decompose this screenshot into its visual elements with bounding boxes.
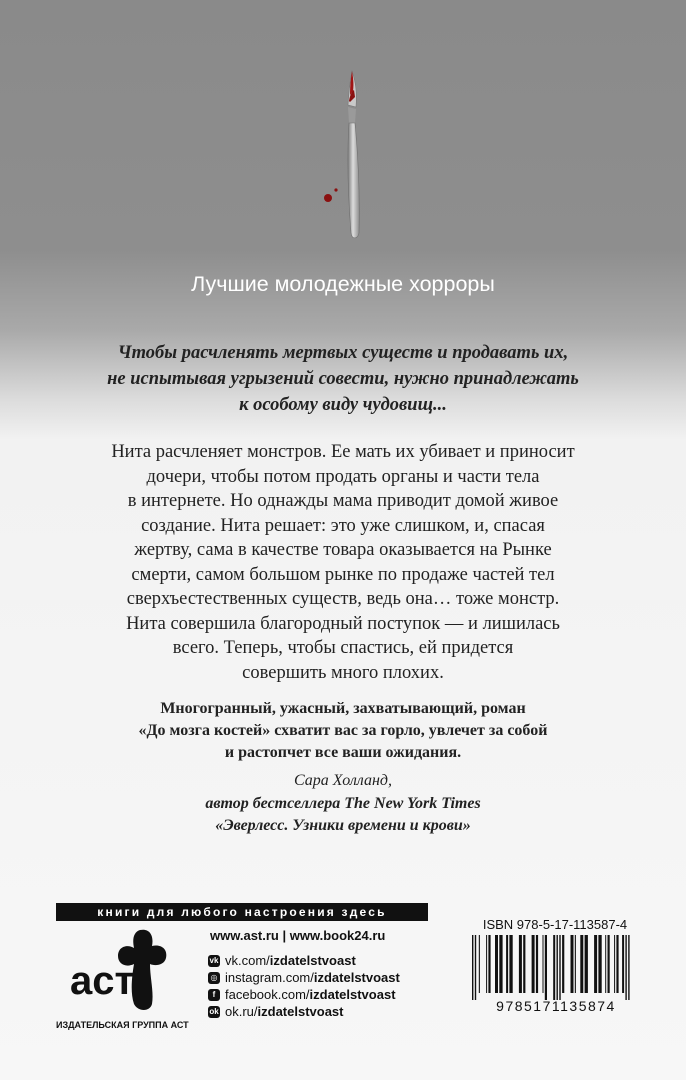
description-line: совершить много плохих. [242,662,444,683]
social-link-vk[interactable] [208,952,400,969]
barcode-bar [479,935,480,993]
barcode-bar [488,935,490,993]
barcode-bar [562,935,564,993]
tagline-line: не испытывая угрызений совести, нужно принадлежать [107,369,579,389]
instagram-icon: ◎ [208,972,220,984]
tagline [40,340,646,418]
slogan-banner: книги для любого настроения здесь [56,903,428,921]
barcode-bar [532,935,535,993]
barcode-bar [614,935,615,993]
publisher-websites[interactable]: www.ast.ru | www.book24.ru [210,928,386,943]
barcode-bar [545,935,547,1000]
attribution-role: автор бестселлера The New York Times [205,794,481,812]
description-line: Нита расчленяет монстров. Ее мать их убивает и приносит [111,442,575,462]
quote-line: «До мозга костей» схватит вас за горло, увлечет за собой [138,722,548,739]
social-link-odnoklassniki[interactable] [208,1003,400,1020]
quote-line: и растопчет все ваши ожидания. [224,744,462,761]
quote-line: Многогранный, ужасный, захватывающий, роман [160,700,526,717]
social-link-instagram[interactable] [208,969,400,986]
barcode-bar [625,935,626,1000]
social-handle: izdatelstvoast [313,970,400,985]
quote-attribution [40,770,646,838]
barcode-bar [499,935,502,993]
barcode-bar [557,935,558,1000]
review-quote [40,698,646,764]
attribution-book: «Эверлесс. Узники времени и крови» [215,817,471,834]
scalpel-illustration [300,55,390,255]
odnoklassniki-icon: ok [209,1007,219,1016]
description-line: создание. Нита решает: это уже слишком, и, спасая [141,515,545,536]
description-line: Нита совершила благородный поступок — и лишилась [126,613,560,634]
barcode-bar [472,935,473,1000]
barcode-bar [628,935,629,1000]
barcode-bar [575,935,576,993]
barcode-bar [559,935,560,1000]
barcode [468,935,644,1000]
barcode-bar [495,935,498,993]
description-line: дочери, чтобы потом продать органы и части тела [146,466,540,487]
barcode-bar [605,935,606,993]
description-line: жертву, сама в качестве товара оказывается на Рынке [134,540,552,560]
social-handle: izdatelstvoast [257,1004,344,1019]
barcode-bar [616,935,618,993]
barcode-bar [594,935,597,993]
social-links [208,952,400,1020]
barcode-bar [519,935,522,993]
logo-text: аст [70,959,135,1003]
social-prefix: ok.ru/ [225,1004,258,1019]
description-line: сверхъестественных существ, ведь она… тоже монстр. [126,589,560,609]
book-description [40,440,646,685]
barcode-bar [486,935,487,993]
series-title: Лучшие молодежные хорроры [191,272,495,296]
attribution-author: Сара Холланд, [293,772,392,789]
barcode-bar [598,935,601,993]
barcode-bar [622,935,624,993]
barcode-bar [580,935,583,993]
social-link-facebook[interactable] [208,986,400,1003]
tagline-line: Чтобы расчленять мертвых существ и продавать их, [117,343,569,363]
barcode-bar [506,935,508,993]
barcode-bar [543,935,544,993]
facebook-icon: f [208,989,220,1001]
ast-logo-icon [62,928,182,1013]
barcode-bar [475,935,476,1000]
isbn-text: ISBN 978-5-17-113587-4 [482,917,628,932]
social-handle: izdatelstvoast [269,953,356,968]
description-line: в интернете. Но однажды мама приводит домой живое [127,491,559,511]
tagline-line: к особому виду чудовищ... [239,395,447,415]
barcode-bar [585,935,588,993]
barcode-bar [608,935,610,993]
barcode-number: 9785171135874 [496,998,616,1014]
description-line: всего. Теперь, чтобы спастись, ей придется [172,638,514,658]
description-line: смерти, самом большом рынке по продаже частей тел [131,564,555,585]
barcode-bar [571,935,574,993]
social-prefix: facebook.com/ [225,987,310,1002]
vk-icon: vk [209,956,219,965]
barcode-bar [536,935,538,993]
barcode-bar [553,935,555,1000]
social-prefix: vk.com/ [225,953,270,968]
barcode-bar [523,935,525,993]
barcode-bar [509,935,512,993]
social-handle: izdatelstvoast [309,987,396,1002]
publisher-name: ИЗДАТЕЛЬСКАЯ ГРУППА АСТ [56,1020,189,1030]
social-prefix: instagram.com/ [225,970,314,985]
